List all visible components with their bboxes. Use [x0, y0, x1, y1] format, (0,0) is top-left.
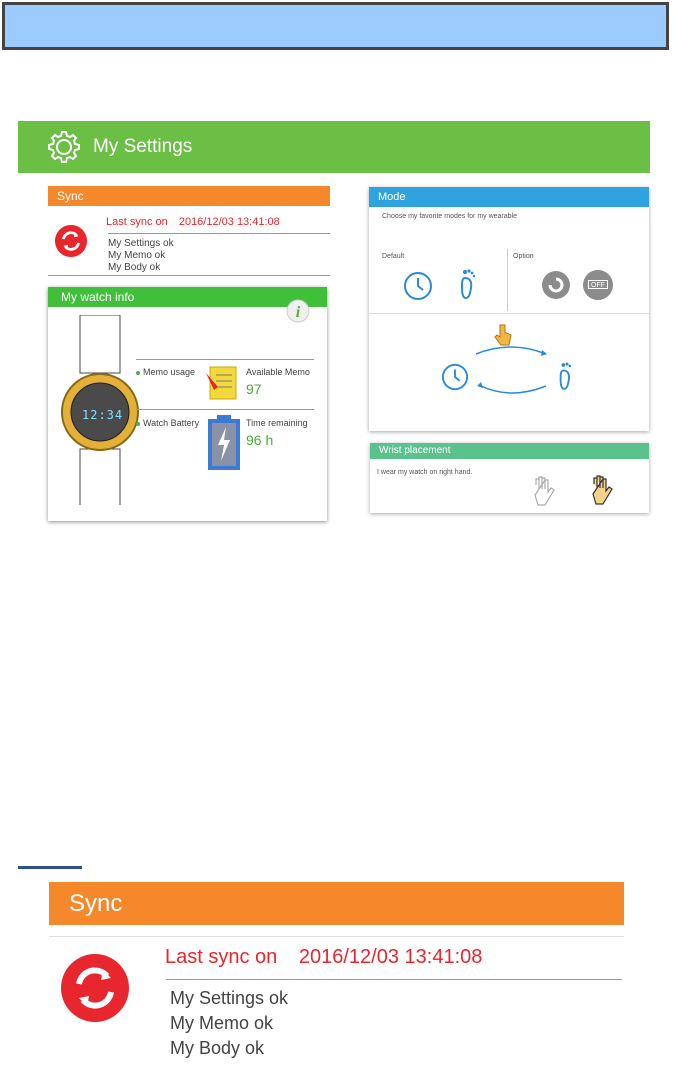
available-memo-label: Available Memo	[246, 367, 310, 377]
zoom-sync-item: My Settings ok	[170, 988, 289, 1008]
footprint-icon[interactable]	[457, 268, 481, 300]
mode-card	[369, 187, 649, 431]
wrist-header	[370, 443, 649, 459]
cycle-clock-icon	[441, 363, 469, 391]
zoom-last-sync-label: Last sync on	[165, 946, 278, 968]
battery-icon	[207, 415, 241, 471]
wrist-title: Wrist placement	[379, 445, 451, 456]
sync-card-title: Sync	[57, 189, 84, 203]
divider	[166, 979, 622, 980]
right-hand-icon[interactable]	[586, 473, 616, 509]
divider	[49, 936, 624, 937]
watch-battery-label: Watch Battery	[143, 418, 200, 428]
zoom-sync-item: My Memo ok	[170, 1013, 274, 1033]
divider	[48, 275, 330, 276]
watch-info-title: My watch info	[61, 290, 135, 304]
info-icon[interactable]	[286, 299, 310, 323]
top-bar	[2, 2, 669, 50]
available-memo-value: 97	[246, 381, 262, 397]
mode-description: Choose my favorite modes for my wearable	[382, 213, 517, 220]
sync-item: My Memo ok	[108, 250, 166, 261]
wrist-description: I wear my watch on right hand.	[377, 469, 473, 476]
sync-zoom-icon[interactable]	[59, 952, 131, 1024]
sync-icon[interactable]	[54, 224, 88, 258]
watch-battery-row	[136, 418, 199, 428]
memo-usage-label: Memo usage	[143, 367, 196, 377]
sync-card-header	[48, 186, 330, 206]
section-underline	[18, 866, 82, 869]
gear-icon[interactable]	[46, 128, 82, 166]
sync-card	[48, 186, 330, 276]
zoom-last-sync-time: 2016/12/03 13:41:08	[298, 946, 483, 968]
last-sync-row	[106, 216, 280, 228]
watch-info-card	[48, 287, 327, 521]
dial-option-icon[interactable]	[541, 270, 571, 300]
cycle-footprint-icon	[556, 361, 578, 391]
time-remaining-value: 96 h	[246, 432, 274, 448]
divider	[136, 409, 314, 410]
time-remaining-label: Time remaining	[246, 418, 308, 428]
svg-text:i: i	[295, 304, 301, 321]
mode-title: Mode	[378, 191, 406, 203]
zoom-last-sync-row	[165, 946, 482, 969]
zoom-sync-item: My Body ok	[170, 1038, 265, 1058]
default-label: Default	[382, 253, 405, 260]
sync-item: My Settings ok	[108, 238, 174, 249]
clock-icon[interactable]	[403, 271, 433, 301]
last-sync-label: Last sync on	[106, 216, 168, 228]
wrist-card	[370, 443, 649, 513]
mode-divider-vertical	[507, 249, 508, 311]
option-label: Option	[513, 253, 534, 260]
memo-note-icon	[204, 365, 238, 401]
memo-usage-row	[136, 367, 195, 377]
sync-zoom-card	[49, 882, 624, 1067]
off-badge: OFF	[588, 280, 608, 289]
page-title: My Settings	[93, 136, 193, 157]
last-sync-time: 2016/12/03 13:41:08	[178, 216, 280, 228]
off-option-icon[interactable]	[583, 270, 613, 300]
left-hand-icon[interactable]	[528, 475, 558, 509]
sync-item: My Body ok	[108, 262, 161, 273]
watch-time-display: 12:34	[82, 408, 124, 422]
divider	[369, 313, 649, 314]
settings-header	[18, 121, 650, 173]
mode-header	[369, 187, 649, 207]
divider	[108, 233, 330, 234]
settings-screenshot	[18, 121, 650, 526]
divider	[136, 359, 314, 360]
sync-zoom-title: Sync	[69, 890, 123, 917]
sync-zoom-header	[49, 882, 624, 925]
